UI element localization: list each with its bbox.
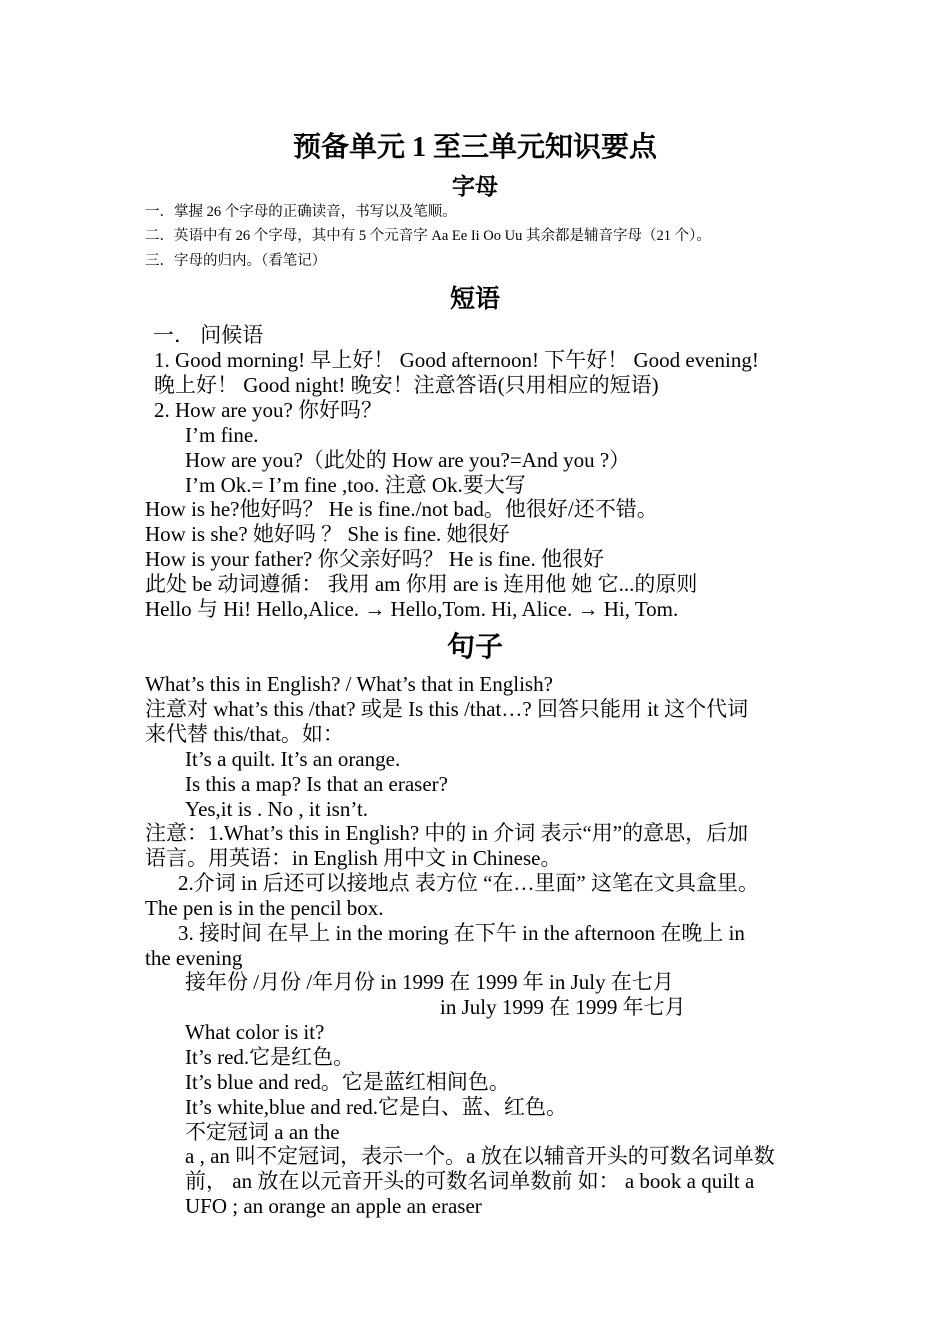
page-title: 预备单元 1 至三单元知识要点: [292, 132, 657, 163]
phrase-line: I’m Ok.= I’m fine ,too. 注意 Ok.要大写: [185, 473, 526, 497]
phrase-line: 此处 be 动词遵循： 我用 am 你用 are is 连用他 她 它...的原则: [145, 572, 698, 596]
sentence-line: It’s white,blue and red.它是白、蓝、红色。: [185, 1095, 568, 1119]
phrase-line: 1. Good morning! 早上好！ Good afternoon! 下午好！ Good evening!: [154, 348, 759, 372]
phrase-line: 2. How are you? 你好吗？: [154, 398, 383, 422]
sentence-line: 注意对 what’s this /that? 或是 Is this /that…? 回答只能用 it 这个代词: [145, 697, 749, 721]
section-heading-letters: 字母: [452, 174, 498, 199]
sentence-line: What’s this in English? / What’s that in English?: [145, 672, 553, 696]
phrase-line: 晚上好！ Good night! 晚安！注意答语(只用相应的短语): [154, 373, 659, 397]
sentence-line: Yes,it is . No , it isn’t.: [185, 797, 369, 821]
sentence-line: It’s a quilt. It’s an orange.: [185, 747, 401, 771]
sentence-line: What color is it?: [185, 1020, 325, 1044]
sentence-line: 前， an 放在以元音开头的可数名词单数前 如： a book a quilt a: [185, 1169, 755, 1193]
sentence-line: It’s blue and red。它是蓝红相间色。: [185, 1070, 510, 1094]
sentence-line: Is this a map? Is that an eraser?: [185, 772, 448, 796]
phrase-line: 一． 问候语: [153, 323, 264, 347]
letters-note: 二．英语中有 26 个字母，其中有 5 个元音字 Aa Ee Ii Oo Uu 其余都是辅音字母（21 个）。: [145, 228, 711, 244]
sentence-line: 注意：1.What’s this in English? 中的 in 介词 表示“用”的意思，后加: [145, 821, 749, 845]
phrase-line: How is your father? 你父亲好吗？ He is fine. 他很好: [145, 547, 605, 571]
sentence-line: the evening: [145, 946, 243, 970]
phrase-line: I’m fine.: [185, 423, 259, 447]
section-heading-sentences: 句子: [446, 632, 503, 663]
sentence-line: 接年份 /月份 /年月份 in 1999 在 1999 年 in July 在七月: [185, 970, 674, 994]
phrase-line: How is he?他好吗？ He is fine./not bad。他很好/还不错。: [145, 497, 658, 521]
phrase-line: How are you?（此处的 How are you?=And you ?）: [185, 448, 631, 472]
sentence-line: It’s red.它是红色。: [185, 1045, 355, 1069]
letters-note: 一．掌握 26 个字母的正确读音，书写以及笔顺。: [145, 204, 457, 220]
sentence-line: 语言。用英语：in English 用中文 in Chinese。: [145, 846, 562, 870]
sentence-line: in July 1999 在 1999 年七月: [440, 995, 686, 1019]
sentence-line: The pen is in the pencil box.: [145, 896, 384, 920]
letters-note: 三．字母的归内。（看笔记）: [145, 253, 327, 269]
phrase-line: How is she? 她好吗 ？ She is fine. 她很好: [145, 522, 510, 546]
sentence-line: UFO ; an orange an apple an eraser: [185, 1194, 482, 1218]
sentence-line: 2.介词 in 后还可以接地点 表方位 “在…里面” 这笔在文具盒里。: [178, 871, 759, 895]
sentence-line: a , an 叫不定冠词，表示一个。a 放在以辅音开头的可数名词单数: [185, 1144, 775, 1168]
sentence-line: 来代替 this/that。如：: [145, 722, 344, 746]
sentence-line: 3. 接时间 在早上 in the moring 在下午 in the afternoon 在晚上 in: [178, 921, 745, 945]
phrase-line: Hello 与 Hi! Hello,Alice. → Hello,Tom. Hi, Alice. → Hi, Tom.: [145, 597, 679, 621]
section-heading-phrases: 短语: [449, 286, 500, 313]
sentence-line: 不定冠词 a an the: [185, 1120, 340, 1144]
